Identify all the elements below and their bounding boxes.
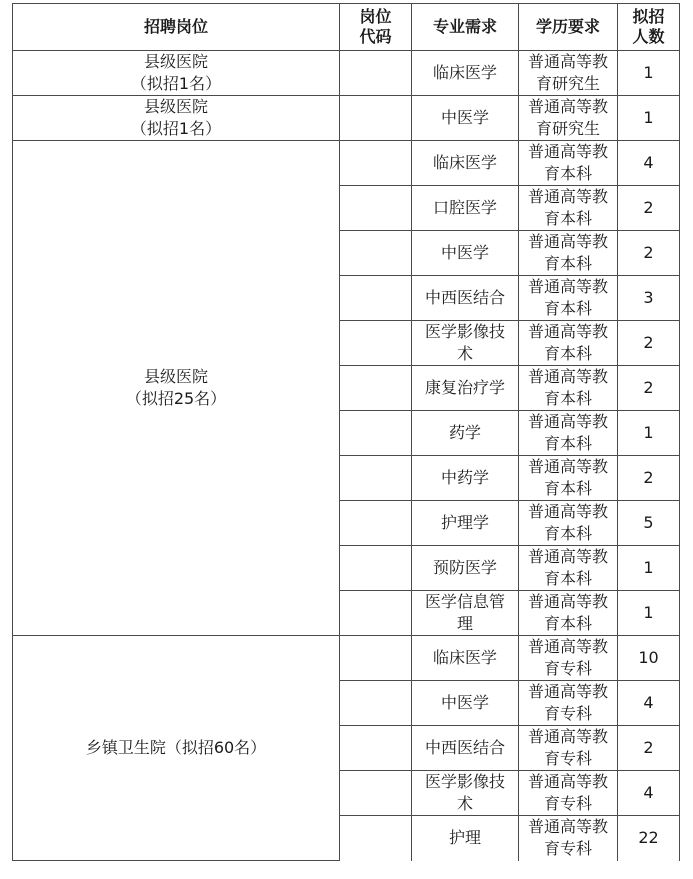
header-post: 招聘岗位: [13, 4, 340, 51]
major-cell: 中医学: [412, 681, 519, 726]
count-cell: 4: [618, 771, 680, 816]
table-row: [13, 141, 680, 186]
count-cell: 5: [618, 501, 680, 546]
edu-cell: 普通高等教 育专科: [519, 636, 618, 681]
edu-cell: 普通高等教 育本科: [519, 546, 618, 591]
edu-cell: 普通高等教 育本科: [519, 141, 618, 186]
code-cell: [340, 321, 412, 366]
code-cell: [340, 411, 412, 456]
code-cell: [340, 636, 412, 681]
count-cell: 2: [618, 186, 680, 231]
code-cell: [340, 726, 412, 771]
major-cell: 临床医学: [412, 51, 519, 96]
major-cell: 中医学: [412, 231, 519, 276]
code-cell: [340, 231, 412, 276]
major-cell: 中医学: [412, 96, 519, 141]
count-cell: 2: [618, 231, 680, 276]
edu-cell: 普通高等教 育本科: [519, 411, 618, 456]
major-cell: 预防医学: [412, 546, 519, 591]
edu-cell: 普通高等教 育专科: [519, 816, 618, 861]
count-cell: 2: [618, 321, 680, 366]
major-cell: 中药学: [412, 456, 519, 501]
edu-cell: 普通高等教 育本科: [519, 231, 618, 276]
major-cell: 医学影像技 术: [412, 771, 519, 816]
table-row: [13, 51, 680, 96]
count-cell: 1: [618, 411, 680, 456]
count-cell: 1: [618, 546, 680, 591]
table-body: [13, 51, 680, 861]
major-cell: 医学影像技 术: [412, 321, 519, 366]
code-cell: [340, 186, 412, 231]
edu-cell: 普通高等教 育本科: [519, 186, 618, 231]
count-cell: 1: [618, 51, 680, 96]
code-cell: [340, 681, 412, 726]
major-cell: 护理学: [412, 501, 519, 546]
code-cell: [340, 276, 412, 321]
code-cell: [340, 816, 412, 861]
edu-cell: 普通高等教 育研究生: [519, 96, 618, 141]
edu-cell: 普通高等教 育本科: [519, 276, 618, 321]
table-row: [13, 636, 680, 681]
edu-cell: 普通高等教 育本科: [519, 501, 618, 546]
major-cell: 康复治疗学: [412, 366, 519, 411]
count-cell: 2: [618, 726, 680, 771]
edu-cell: 普通高等教 育研究生: [519, 51, 618, 96]
post-cell: 县级医院 （拟招25名）: [13, 141, 340, 636]
count-cell: 22: [618, 816, 680, 861]
recruitment-table: [12, 3, 680, 861]
edu-cell: 普通高等教 育本科: [519, 591, 618, 636]
edu-cell: 普通高等教 育专科: [519, 726, 618, 771]
major-cell: 口腔医学: [412, 186, 519, 231]
major-cell: 医学信息管 理: [412, 591, 519, 636]
header-code: 岗位 代码: [340, 4, 412, 51]
table-row: [13, 96, 680, 141]
header-major: 专业需求: [412, 4, 519, 51]
edu-cell: 普通高等教 育专科: [519, 771, 618, 816]
count-cell: 1: [618, 591, 680, 636]
major-cell: 药学: [412, 411, 519, 456]
count-cell: 2: [618, 366, 680, 411]
major-cell: 中西医结合: [412, 726, 519, 771]
count-cell: 3: [618, 276, 680, 321]
header-count: 拟招 人数: [618, 4, 680, 51]
post-cell: 县级医院 （拟招1名）: [13, 51, 340, 96]
major-cell: 中西医结合: [412, 276, 519, 321]
major-cell: 护理: [412, 816, 519, 861]
count-cell: 2: [618, 456, 680, 501]
header-edu: 学历要求: [519, 4, 618, 51]
major-cell: 临床医学: [412, 636, 519, 681]
code-cell: [340, 51, 412, 96]
count-cell: 4: [618, 141, 680, 186]
count-cell: 10: [618, 636, 680, 681]
code-cell: [340, 141, 412, 186]
header-row: [13, 4, 680, 51]
post-cell: 县级医院 （拟招1名）: [13, 96, 340, 141]
code-cell: [340, 546, 412, 591]
code-cell: [340, 591, 412, 636]
major-cell: 临床医学: [412, 141, 519, 186]
edu-cell: 普通高等教 育本科: [519, 456, 618, 501]
code-cell: [340, 366, 412, 411]
code-cell: [340, 456, 412, 501]
code-cell: [340, 501, 412, 546]
post-cell: 乡镇卫生院（拟招60名）: [13, 636, 340, 861]
count-cell: 1: [618, 96, 680, 141]
edu-cell: 普通高等教 育专科: [519, 681, 618, 726]
edu-cell: 普通高等教 育本科: [519, 366, 618, 411]
count-cell: 4: [618, 681, 680, 726]
edu-cell: 普通高等教 育本科: [519, 321, 618, 366]
code-cell: [340, 771, 412, 816]
code-cell: [340, 96, 412, 141]
